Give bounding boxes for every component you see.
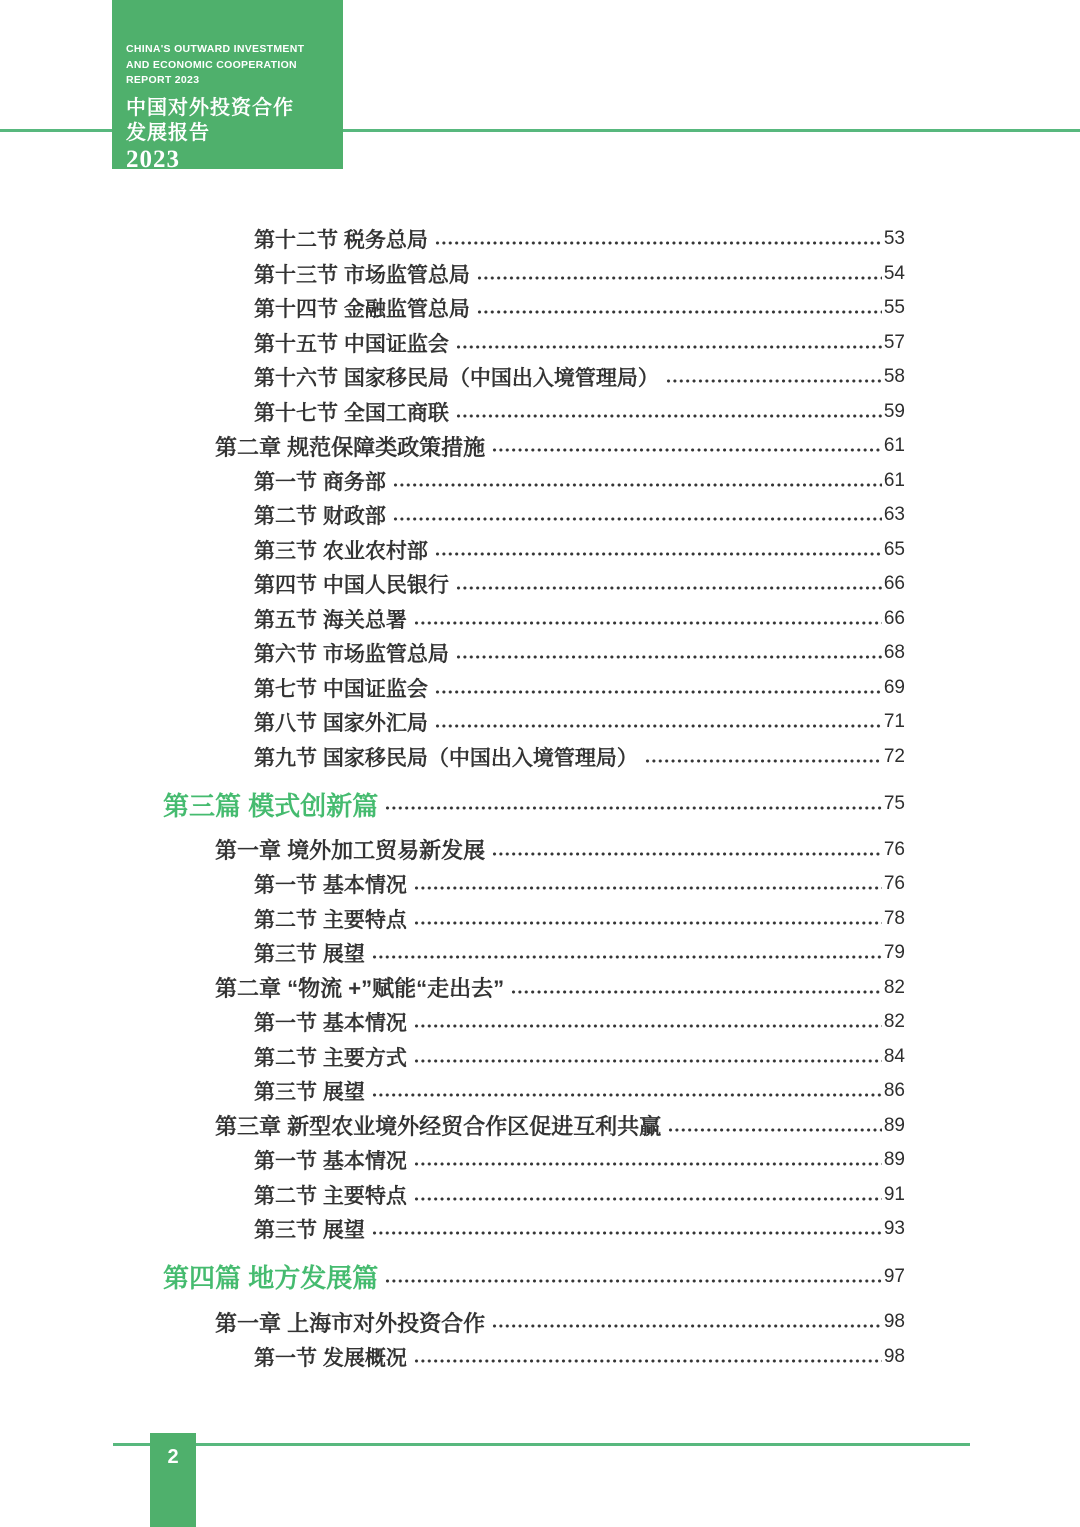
toc-entry [0,257,1080,292]
toc-dot-leader [456,654,882,660]
toc-entry-label: 第十五节 中国证监会 [254,332,449,356]
toc-page-number: 91 [883,1183,905,1205]
toc-entry [0,291,1080,326]
table-of-contents [0,222,1080,1374]
toc-dot-leader [456,413,882,419]
toc-entry-label: 第三节 农业农村部 [254,539,428,563]
toc-entry-label: 第三节 展望 [254,1081,365,1105]
toc-dot-leader [414,1023,882,1029]
toc-entry-label: 第二节 主要特点 [254,1184,407,1208]
toc-entry-label: 第十二节 税务总局 [254,229,428,253]
toc-dot-leader [414,1161,882,1167]
toc-page-number: 68 [883,642,905,664]
banner-english-line-1: CHINA'S OUTWARD INVESTMENT [126,43,305,55]
toc-dot-leader [385,1278,882,1284]
toc-dot-leader [666,378,882,384]
toc-dot-leader [456,344,882,350]
toc-dot-leader [393,516,882,522]
toc-entry [0,1040,1080,1075]
toc-page-number: 82 [883,1011,905,1033]
toc-page-number: 54 [883,262,905,284]
toc-page-number: 78 [883,907,905,929]
toc-entry [0,602,1080,637]
toc-page-number: 84 [883,1045,905,1067]
toc-entry-label: 第一章 上海市对外投资合作 [215,1310,486,1336]
toc-dot-leader [492,447,882,453]
toc-entry [0,1305,1080,1340]
toc-entry-label: 第二章 “物流 +”赋能“走出去” [215,976,505,1002]
toc-entry-label: 第十七节 全国工商联 [254,401,449,425]
toc-page-number: 98 [883,1311,905,1333]
toc-page-number: 69 [883,676,905,698]
toc-entry [0,1005,1080,1040]
toc-entry [0,1109,1080,1144]
toc-entry [0,326,1080,361]
toc-dot-leader [393,482,882,488]
toc-page-number: 97 [883,1265,905,1287]
toc-entry [0,1340,1080,1375]
toc-page-number: 86 [883,1080,905,1102]
toc-dot-leader [414,920,882,926]
toc-entry [0,936,1080,971]
toc-entry [0,867,1080,902]
toc-page-number: 72 [883,745,905,767]
toc-entry-label: 第二章 规范保障类政策措施 [215,434,486,460]
toc-page-number: 66 [883,607,905,629]
toc-dot-leader [414,1196,882,1202]
toc-dot-leader [372,1092,882,1098]
toc-dot-leader [511,989,882,995]
toc-page-number: 71 [883,711,905,733]
toc-dot-leader [645,758,882,764]
page-number: 2 [167,1446,179,1468]
toc-entry-label: 第一节 基本情况 [254,1150,407,1174]
toc-page-number: 79 [883,942,905,964]
toc-entry-label: 第二节 主要方式 [254,1046,407,1070]
toc-entry [0,971,1080,1006]
toc-page-number: 89 [883,1114,905,1136]
toc-page-number: 75 [883,793,905,815]
toc-entry-label: 第十六节 国家移民局（中国出入境管理局） [254,367,659,391]
toc-dot-leader [414,1058,882,1064]
toc-dot-leader [456,585,882,591]
toc-entry [0,360,1080,395]
toc-page-number: 98 [883,1345,905,1367]
toc-entry [0,1178,1080,1213]
toc-entry-label: 第十四节 金融监管总局 [254,298,470,322]
toc-entry-label: 第三章 新型农业境外经贸合作区促进互利共赢 [215,1114,662,1140]
toc-dot-leader [435,551,882,557]
banner-english-line-3: REPORT 2023 [126,74,200,86]
banner-chinese-title-line-2: 发展报告 [126,121,210,144]
toc-entry [0,498,1080,533]
toc-entry [0,787,1080,822]
banner-chinese-title-line-1: 中国对外投资合作 [126,96,294,119]
toc-dot-leader [477,275,882,281]
toc-page-number: 59 [883,400,905,422]
toc-entry [0,740,1080,775]
toc-dot-leader [414,885,882,891]
toc-dot-leader [414,1358,882,1364]
toc-dot-leader [435,240,882,246]
toc-entry-label: 第五节 海关总署 [254,608,407,632]
toc-entry [0,636,1080,671]
toc-page-number: 58 [883,366,905,388]
toc-page-number: 66 [883,573,905,595]
toc-page-number: 61 [883,469,905,491]
toc-entry-label: 第四节 中国人民银行 [254,574,449,598]
toc-entry [0,429,1080,464]
toc-page-number: 61 [883,435,905,457]
toc-entry [0,222,1080,257]
banner-english-line-2: AND ECONOMIC COOPERATION [126,58,297,71]
toc-entry [0,671,1080,706]
toc-dot-leader [492,1323,882,1329]
toc-entry-label: 第一节 发展概况 [254,1346,407,1370]
toc-entry [0,705,1080,740]
toc-entry [0,1143,1080,1178]
toc-entry-label: 第四篇 地方发展篇 [163,1263,379,1294]
toc-page-number: 76 [883,873,905,895]
toc-entry [0,1212,1080,1247]
toc-dot-leader [435,723,882,729]
toc-entry [0,902,1080,937]
toc-page-number: 65 [883,538,905,560]
page-number-tab [150,1433,196,1527]
toc-entry-label: 第三节 展望 [254,943,365,967]
toc-entry-label: 第九节 国家移民局（中国出入境管理局） [254,746,638,770]
toc-entry [0,1074,1080,1109]
toc-dot-leader [435,689,882,695]
toc-dot-leader [414,620,882,626]
toc-entry-label: 第一节 商务部 [254,470,386,494]
toc-page-number: 53 [883,228,905,250]
toc-dot-leader [668,1127,882,1133]
footer-rule [113,1443,970,1446]
toc-entry-label: 第二节 主要特点 [254,908,407,932]
toc-page-number: 76 [883,838,905,860]
report-banner [112,0,343,173]
toc-dot-leader [372,954,882,960]
toc-page-number: 89 [883,1149,905,1171]
toc-entry-label: 第一节 基本情况 [254,874,407,898]
toc-page-number: 57 [883,331,905,353]
toc-dot-leader [385,805,882,811]
banner-year: 2023 [126,145,180,173]
toc-page-number: 55 [883,297,905,319]
toc-entry [0,464,1080,499]
toc-entry-label: 第二节 财政部 [254,505,386,529]
toc-entry-label: 第一节 基本情况 [254,1012,407,1036]
toc-entry-label: 第六节 市场监管总局 [254,643,449,667]
toc-page-number: 93 [883,1218,905,1240]
toc-dot-leader [477,309,882,315]
toc-dot-leader [372,1230,882,1236]
toc-entry-label: 第三篇 模式创新篇 [163,790,379,821]
toc-entry-label: 第七节 中国证监会 [254,677,428,701]
toc-entry [0,1260,1080,1295]
toc-entry-label: 第八节 国家外汇局 [254,712,428,736]
toc-entry [0,833,1080,868]
toc-entry [0,567,1080,602]
toc-entry-label: 第一章 境外加工贸易新发展 [215,838,486,864]
toc-entry [0,395,1080,430]
toc-dot-leader [492,851,882,857]
toc-page-number: 63 [883,504,905,526]
toc-entry-label: 第三节 展望 [254,1219,365,1243]
toc-entry-label: 第十三节 市场监管总局 [254,263,470,287]
toc-entry [0,533,1080,568]
toc-page-number: 82 [883,976,905,998]
